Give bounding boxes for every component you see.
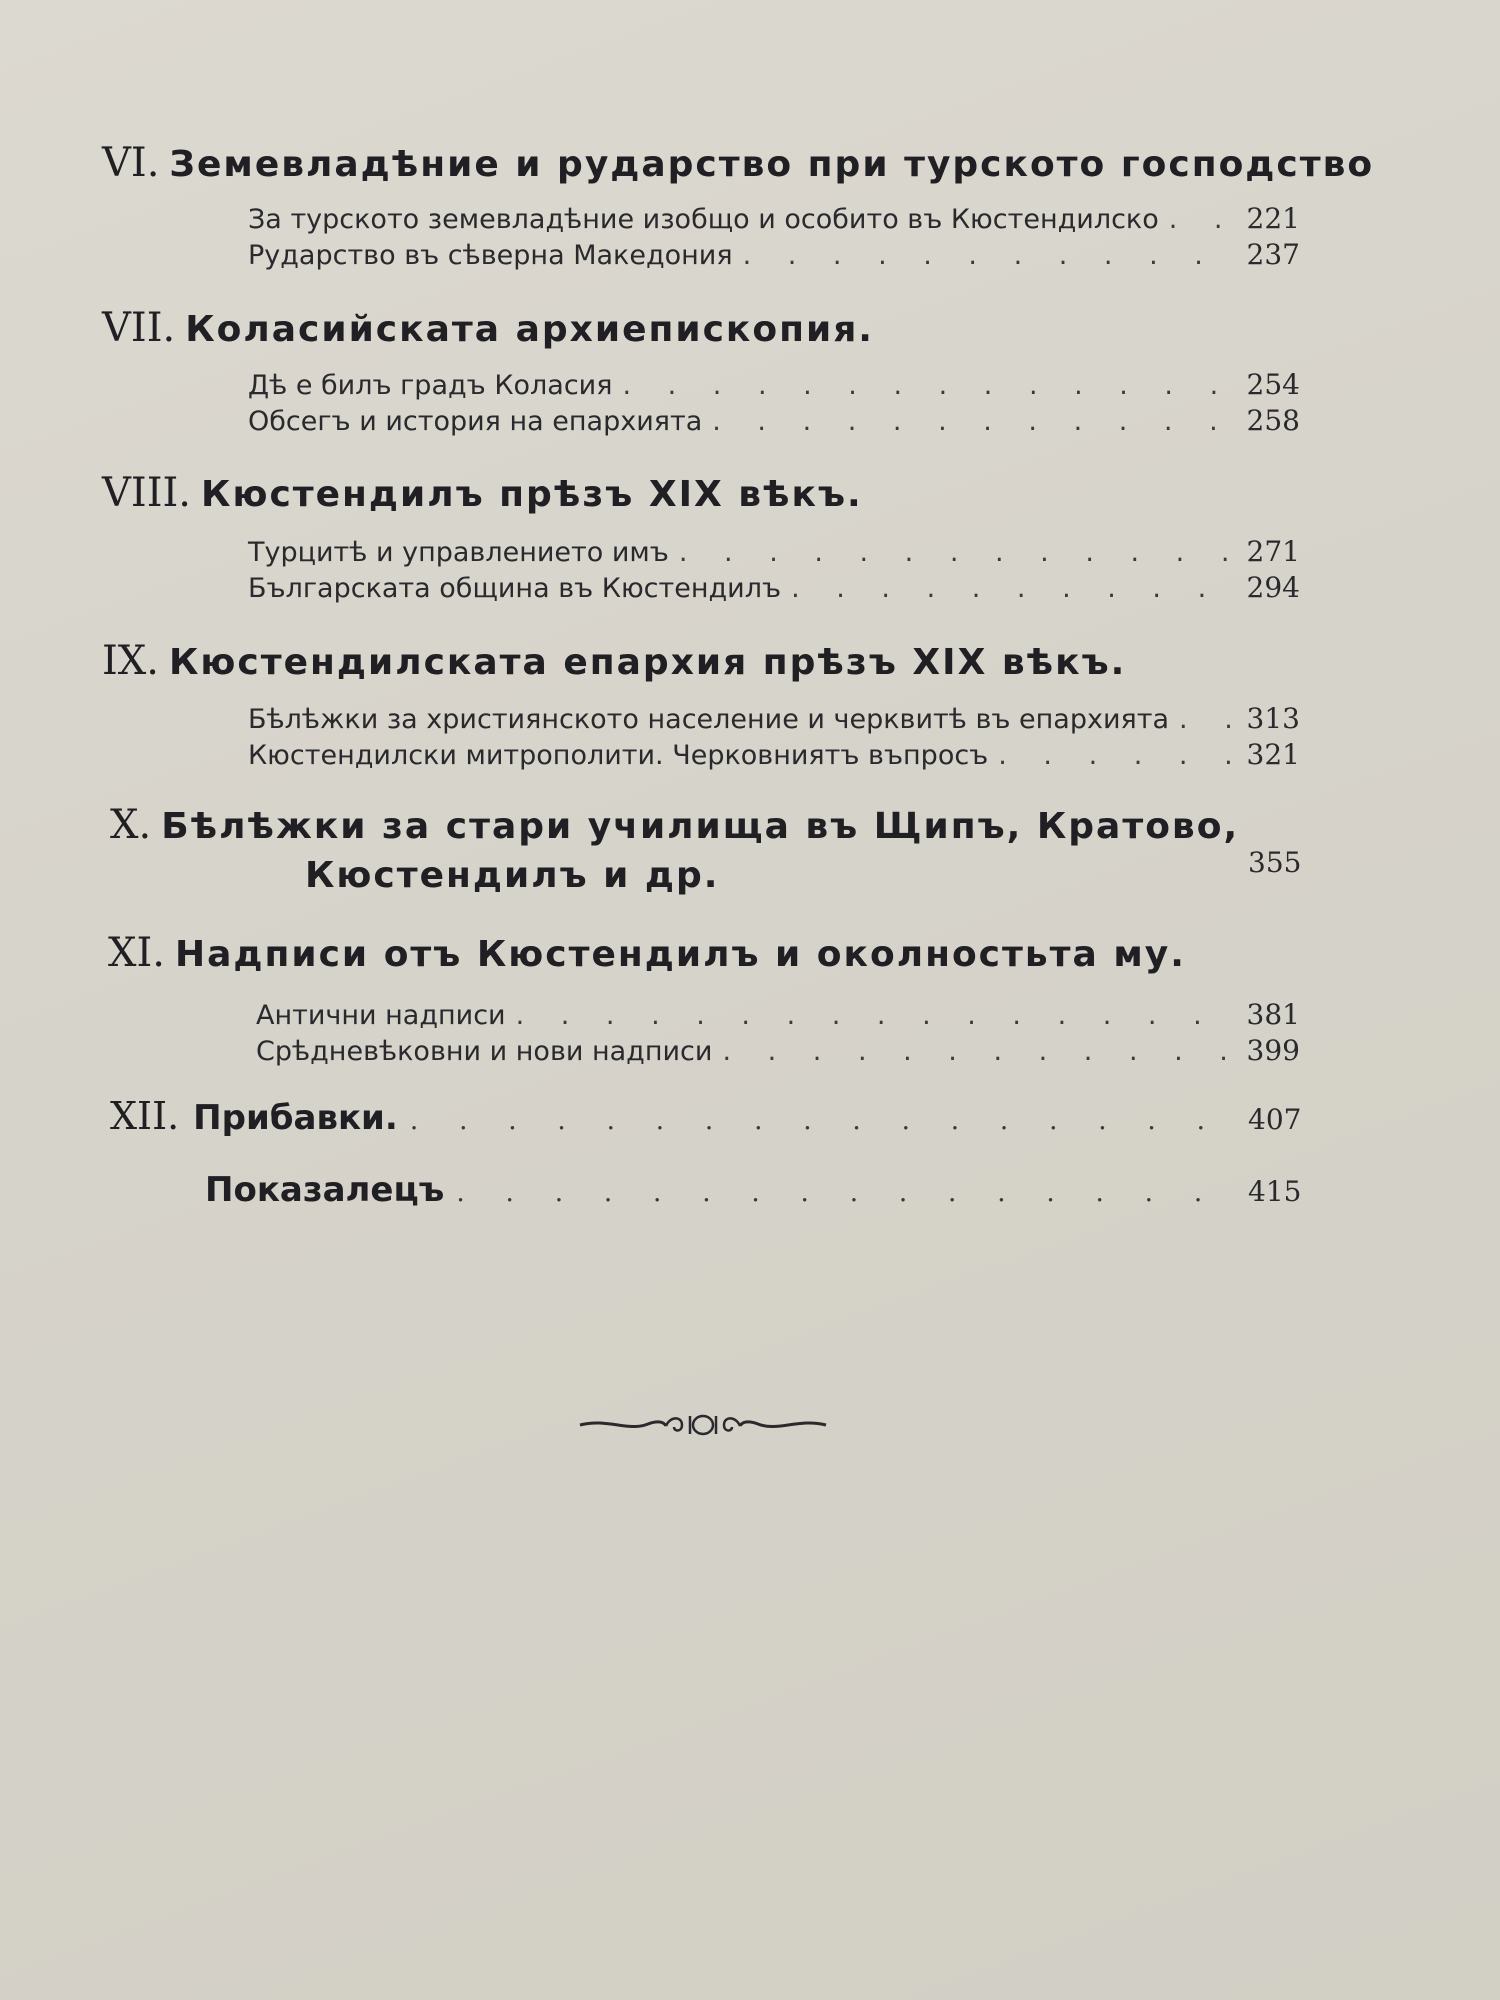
section-numeral: IX. (102, 638, 159, 684)
section-title: Коласийската архиепископия. (185, 309, 874, 350)
section-numeral: VI. (102, 140, 160, 186)
dot-leader (679, 537, 1237, 568)
entry-label: Рударство въ сѣверна Македония (248, 240, 733, 271)
dot-leader (622, 370, 1236, 401)
entry-label: Срѣдневѣковни и нови надписи (256, 1036, 713, 1067)
entry-page-number: 321 (1246, 738, 1300, 771)
entry-page-number: 258 (1246, 404, 1300, 437)
entry-page-number: 237 (1246, 238, 1300, 271)
entry-page-number: 355 (1248, 846, 1302, 879)
section-heading-x-line2 (305, 855, 719, 896)
entry-label: Българската община въ Кюстендилъ (248, 573, 782, 604)
section-heading-x (110, 802, 1239, 848)
section-numeral: VII. (102, 305, 176, 351)
section-title: Кюстендилската епархия прѣзъ XIX вѣкъ. (169, 642, 1127, 683)
entry-label: Турцитѣ и управлението имъ (248, 537, 669, 568)
toc-entry[interactable] (256, 1034, 1300, 1068)
section-heading-vii (102, 305, 874, 351)
section-heading-viii (102, 470, 863, 516)
entry-page-number: 399 (1246, 1034, 1300, 1067)
dot-leader (410, 1105, 1236, 1136)
section-heading-vi (102, 140, 1374, 186)
entry-label: За турското земевладѣние изобщо и особито въ Кюстендилско (248, 204, 1159, 235)
section-numeral: XI. (108, 930, 165, 976)
section-title: Кюстендилъ прѣзъ XIX вѣкъ. (201, 474, 863, 515)
section-title-line1: Бѣлѣжки за стари училища въ Щипъ, Кратово, (161, 806, 1240, 847)
section-heading-ix (102, 638, 1126, 684)
scroll-flourish-icon (578, 1408, 828, 1442)
entry-page-number: 254 (1246, 368, 1300, 401)
toc-entry[interactable] (256, 998, 1300, 1032)
entry-label: Бѣлѣжки за християнското население и черквитѣ въ епархията (248, 704, 1170, 735)
dot-leader (791, 573, 1236, 604)
toc-entry-xii[interactable] (110, 1094, 1300, 1138)
toc-entry[interactable] (248, 702, 1300, 736)
dot-leader (1179, 704, 1237, 735)
section-title-line2: Кюстендилъ и др. (305, 855, 720, 896)
entry-label: Кюстендилски митрополити. Черковниятъ въпросъ (248, 740, 989, 771)
toc-entry[interactable] (248, 571, 1300, 605)
toc-entry[interactable] (248, 238, 1300, 272)
entry-page-number: 294 (1246, 571, 1300, 604)
entry-page-number: 407 (1248, 1103, 1302, 1136)
toc-entry-index[interactable] (205, 1170, 1300, 1210)
toc-entry[interactable] (248, 368, 1300, 402)
toc-entry[interactable] (248, 535, 1300, 569)
entry-page-number: 415 (1248, 1175, 1302, 1208)
dot-leader (516, 1000, 1237, 1031)
toc-entry[interactable] (248, 738, 1300, 772)
index-title: Показалецъ (205, 1170, 445, 1210)
entry-page-number: 381 (1246, 998, 1300, 1031)
entry-page-number: 313 (1246, 702, 1300, 735)
dot-leader (722, 1036, 1236, 1067)
entry-page-number: 271 (1246, 535, 1300, 568)
dot-leader (456, 1177, 1236, 1208)
dot-leader (1169, 204, 1237, 235)
entry-label: Дѣ е билъ градъ Коласия (248, 370, 613, 401)
dot-leader (998, 740, 1236, 771)
toc-entry[interactable] (248, 202, 1300, 236)
section-title: Надписи отъ Кюстендилъ и околностьта му. (175, 934, 1186, 975)
section-title: Земевладѣние и рударство при турското господство (169, 144, 1375, 185)
entry-label: Антични надписи (256, 1000, 506, 1031)
toc-entry[interactable] (248, 404, 1300, 438)
section-numeral: X. (110, 802, 152, 848)
dot-leader (743, 240, 1237, 271)
section-title: Прибавки. (193, 1098, 398, 1138)
entry-page-number: 221 (1246, 202, 1300, 235)
dot-leader (712, 406, 1236, 437)
entry-label: Обсегъ и история на епархията (248, 406, 703, 437)
section-numeral: XII. (110, 1094, 180, 1138)
section-heading-xi (108, 930, 1186, 976)
section-numeral: VIII. (102, 470, 192, 516)
